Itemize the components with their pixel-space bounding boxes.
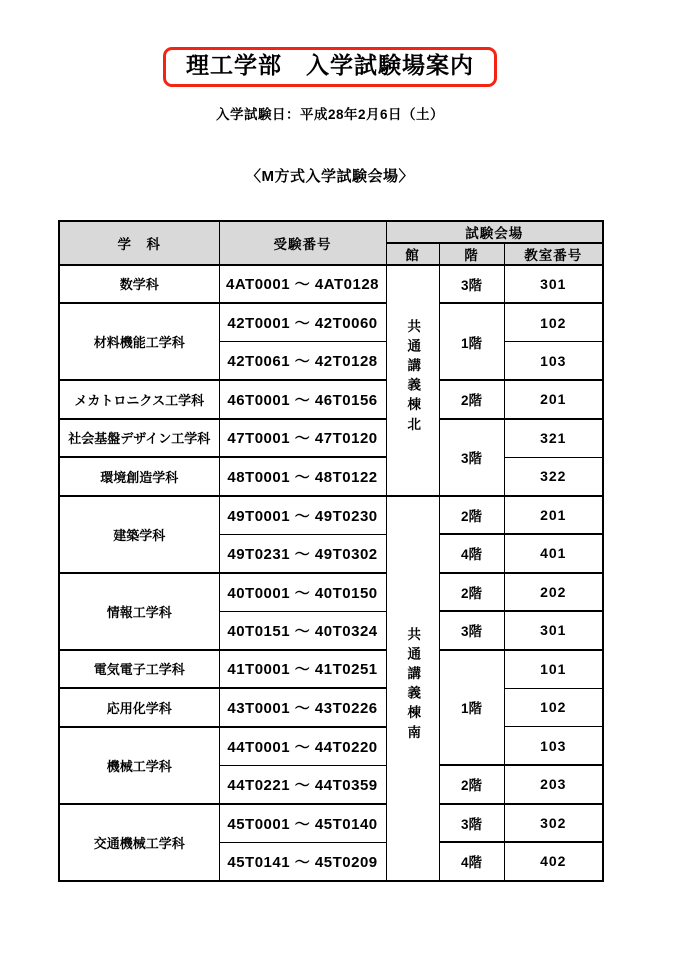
exam-number-cell: 43T0001 ～ 43T0226 — [219, 688, 386, 727]
col-header-building: 館 — [386, 243, 439, 265]
floor-cell: 2階 — [439, 573, 504, 612]
floor-cell: 2階 — [439, 496, 504, 535]
table-row — [59, 804, 603, 843]
room-cell: 103 — [504, 342, 603, 381]
col-header-floor: 階 — [439, 243, 504, 265]
page-title: 理工学部 入学試験場案内 — [186, 52, 474, 78]
room-cell: 103 — [504, 727, 603, 766]
department-cell: 機械工学科 — [59, 727, 219, 804]
building-label: 共通講義棟南 — [405, 626, 421, 745]
room-cell: 322 — [504, 457, 603, 496]
table-row — [59, 303, 603, 342]
exam-date: 入学試験日：平成28年2月6日（土） — [215, 106, 445, 122]
exam-venue-table — [58, 220, 604, 882]
header-row-1 — [59, 221, 603, 243]
department-cell: 材料機能工学科 — [59, 303, 219, 380]
table-row — [59, 457, 603, 496]
room-cell: 301 — [504, 611, 603, 650]
exam-number-cell: 4AT0001 ～ 4AT0128 — [219, 265, 386, 304]
col-header-room: 教室番号 — [504, 243, 603, 265]
department-cell: 応用化学科 — [59, 688, 219, 727]
department-cell: 電気電子工学科 — [59, 650, 219, 689]
exam-number-cell: 45T0001 ～ 45T0140 — [219, 804, 386, 843]
building-cell-south — [386, 496, 439, 881]
department-cell: 交通機械工学科 — [59, 804, 219, 881]
room-cell: 301 — [504, 265, 603, 304]
exam-number-cell: 44T0001 ～ 44T0220 — [219, 727, 386, 766]
room-cell: 401 — [504, 534, 603, 573]
table-row — [59, 650, 603, 689]
room-cell: 321 — [504, 419, 603, 458]
exam-number-cell: 46T0001 ～ 46T0156 — [219, 380, 386, 419]
page-title-box — [163, 47, 497, 87]
room-cell: 302 — [504, 804, 603, 843]
floor-cell: 1階 — [439, 650, 504, 766]
room-cell: 203 — [504, 765, 603, 804]
room-cell: 402 — [504, 842, 603, 881]
department-cell: 数学科 — [59, 265, 219, 304]
department-cell: 社会基盤デザイン工学科 — [59, 419, 219, 458]
department-cell: 環境創造学科 — [59, 457, 219, 496]
floor-cell: 3階 — [439, 265, 504, 304]
table-row — [59, 727, 603, 766]
floor-cell: 2階 — [439, 380, 504, 419]
floor-cell: 3階 — [439, 611, 504, 650]
department-cell: メカトロニクス工学科 — [59, 380, 219, 419]
exam-number-cell: 49T0231 ～ 49T0302 — [219, 534, 386, 573]
room-cell: 102 — [504, 303, 603, 342]
floor-cell: 2階 — [439, 765, 504, 804]
exam-number-cell: 48T0001 ～ 48T0122 — [219, 457, 386, 496]
exam-number-cell: 41T0001 ～ 41T0251 — [219, 650, 386, 689]
page-content — [58, 0, 602, 882]
table-row — [59, 380, 603, 419]
section-heading: 〈M方式入学試験会場〉 — [246, 167, 414, 185]
exam-number-cell: 40T0001 ～ 40T0150 — [219, 573, 386, 612]
exam-number-cell: 47T0001 ～ 47T0120 — [219, 419, 386, 458]
table-row — [59, 573, 603, 612]
floor-cell: 4階 — [439, 842, 504, 881]
table-row — [59, 496, 603, 535]
exam-number-cell: 40T0151 ～ 40T0324 — [219, 611, 386, 650]
table-row — [59, 419, 603, 458]
floor-cell: 4階 — [439, 534, 504, 573]
floor-cell: 3階 — [439, 419, 504, 496]
building-cell-north — [386, 265, 439, 496]
department-cell: 情報工学科 — [59, 573, 219, 650]
table-row — [59, 688, 603, 727]
room-cell: 201 — [504, 380, 603, 419]
col-header-exam-number: 受験番号 — [219, 221, 386, 265]
room-cell: 202 — [504, 573, 603, 612]
table-row — [59, 265, 603, 304]
department-cell: 建築学科 — [59, 496, 219, 573]
room-cell: 102 — [504, 688, 603, 727]
floor-cell: 3階 — [439, 804, 504, 843]
room-cell: 101 — [504, 650, 603, 689]
col-header-department: 学 科 — [59, 221, 219, 265]
floor-cell: 1階 — [439, 303, 504, 380]
building-label: 共通講義棟北 — [405, 318, 421, 437]
col-header-venue: 試験会場 — [386, 221, 603, 243]
exam-number-cell: 45T0141 ～ 45T0209 — [219, 842, 386, 881]
exam-number-cell: 42T0001 ～ 42T0060 — [219, 303, 386, 342]
room-cell: 201 — [504, 496, 603, 535]
exam-number-cell: 49T0001 ～ 49T0230 — [219, 496, 386, 535]
exam-number-cell: 42T0061 ～ 42T0128 — [219, 342, 386, 381]
exam-number-cell: 44T0221 ～ 44T0359 — [219, 765, 386, 804]
